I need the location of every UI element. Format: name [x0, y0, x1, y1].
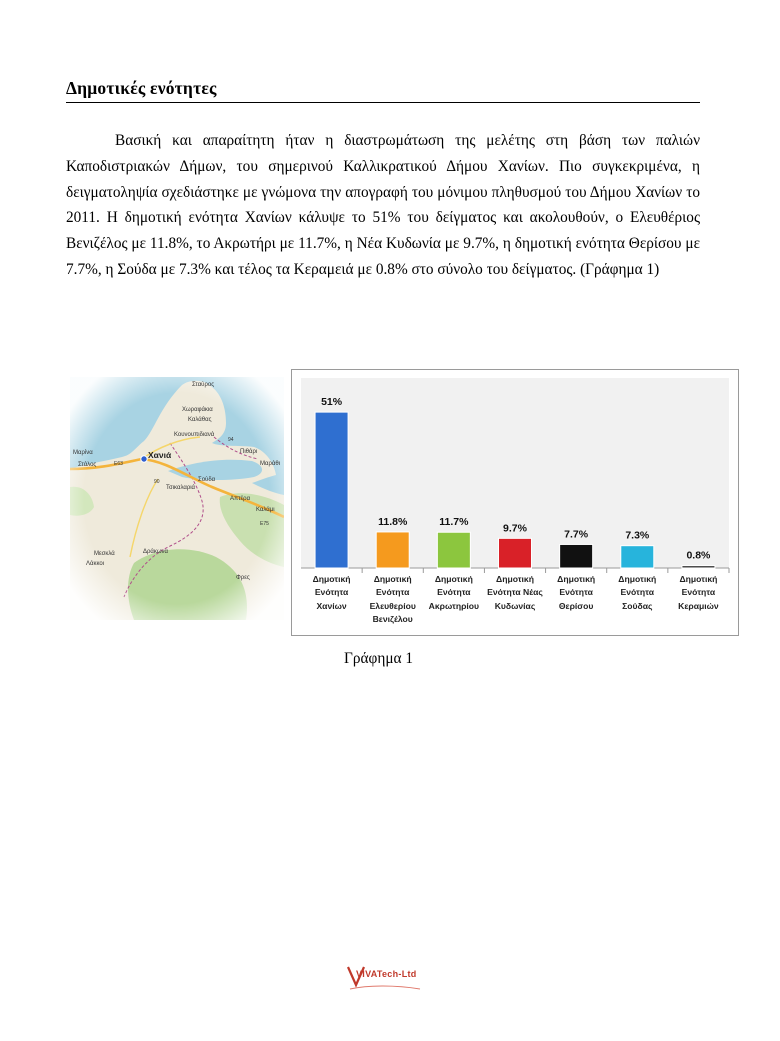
category-label-6 — [668, 573, 728, 613]
map-label-road63: E63 — [114, 461, 123, 467]
category-label-line: Χανίων — [316, 600, 347, 611]
footer-logo-text: VIVATech-Ltd — [356, 969, 417, 979]
category-label-line: Ενότητα Νέας — [487, 587, 543, 598]
map-label-stavros: Σταύρος — [192, 382, 215, 388]
bar-0 — [315, 412, 348, 568]
category-label-4 — [546, 573, 606, 613]
category-label-line: Κεραμιών — [678, 600, 719, 611]
category-label-line: Ενότητα — [559, 587, 593, 598]
bar-chart — [291, 369, 739, 636]
category-label-1 — [363, 573, 423, 626]
map-label-pithari: Πιθάρι — [240, 449, 258, 455]
map-label-kalathas: Καλάθας — [188, 417, 212, 423]
category-label-line: Δημοτική — [618, 574, 657, 584]
category-label-3 — [485, 573, 545, 613]
map-label-souda: Σούδα — [198, 477, 216, 483]
map-label-stalos: Στάλος — [78, 462, 97, 468]
bar-6 — [682, 566, 715, 568]
map-label-drakona: Δράκωνα — [143, 549, 168, 555]
category-label-0 — [302, 573, 362, 613]
category-label-line: Ακρωτηρίου — [428, 600, 480, 611]
category-label-line: Ενότητα — [620, 587, 655, 598]
category-label-line: Σούδας — [622, 600, 653, 611]
heading-divider — [66, 102, 700, 103]
data-label-4: 7.7% — [564, 528, 589, 541]
map-label-marina: Μαρίνα — [73, 450, 93, 456]
bar-5 — [621, 546, 654, 568]
map-label-lakkoi: Λάκκοι — [86, 561, 105, 567]
map-label-kalami: Καλάμι — [256, 507, 275, 513]
category-label-line: Ελευθερίου — [369, 600, 416, 611]
category-label-line: Ενότητα — [375, 587, 410, 598]
map-label-marathi: Μαράθι — [260, 461, 281, 467]
map-label-tsikalaria: Τσικαλαριά — [166, 485, 196, 491]
category-label-line: Δημοτική — [679, 574, 718, 584]
map-label-chorafakia: Χωραφάκια — [182, 407, 213, 413]
category-label-line: Ενότητα — [314, 587, 349, 598]
map-label-roadE75: E75 — [260, 521, 269, 527]
data-label-3: 9.7% — [503, 522, 527, 535]
data-label-5: 7.3% — [625, 529, 650, 542]
data-label-6: 0.8% — [686, 549, 711, 562]
map-label-meskla: Μεσκλά — [94, 551, 115, 557]
map-label-fres: Φρες — [236, 575, 250, 581]
map-of-chania-icon — [70, 377, 284, 620]
category-label-line: Θερίσου — [558, 600, 594, 611]
map-label-aptera: Απτέρα — [230, 496, 251, 502]
map-label-chania: Χανιά — [148, 450, 172, 460]
category-label-line: Ενότητα — [681, 587, 716, 598]
data-label-0: 51% — [321, 396, 343, 409]
data-label-2: 11.7% — [439, 516, 469, 529]
bar-4 — [560, 544, 593, 568]
data-label-1: 11.8% — [378, 515, 408, 528]
bar-1 — [376, 532, 409, 568]
bar-2 — [437, 532, 470, 568]
map-label-road90: 90 — [154, 479, 160, 485]
map-label-kounoupidiana: Κουνουπιδιανά — [174, 432, 215, 438]
map-figure — [70, 377, 284, 620]
category-label-line: Δημοτική — [434, 574, 473, 584]
category-label-2 — [424, 573, 484, 613]
bar-3 — [499, 538, 532, 568]
category-label-line: Βενιζέλου — [372, 613, 413, 624]
section-heading: Δημοτικές ενότητες — [66, 78, 217, 98]
category-label-line: Δημοτική — [557, 574, 596, 584]
category-label-line: Ενότητα — [437, 587, 471, 598]
category-label-line: Δημοτική — [496, 574, 534, 584]
chart-caption: Γράφημα 1 — [344, 650, 414, 667]
category-label-line: Κυδωνίας — [494, 600, 536, 611]
section-paragraph: Βασική και απαραίτητη ήταν η διαστρωμάτωση της μελέτης στη βάση των παλιών Καποδιστριακών Δήμων, του σημερινού Καλλικρατικού Δήμου Χανίων. Πιο συγκεκριμένα, η δειγματοληψία σχεδιάστηκε με γνώμονα την απογραφή του μόνιμου πληθυσμού του Δήμου Χανίων το 2011. Η δημοτική ενότητα Χανίων κάλυψε το 51% του δείγματος και ακολουθούν, ο Ελευθέριος Βενιζέλος με 11.8%, το Ακρωτήρι με 11.7%, η Νέα Κυδωνία με 9.7%, η δημοτική ενότητα Θερίσου με 7.7%, η Σούδα με 7.3% και τέλος τα Κεραμειά με 0.8% στο σύνολο του δείγματος. (Γράφημα 1) — [66, 132, 700, 278]
category-label-line: Δημοτική — [373, 574, 412, 584]
category-label-5 — [607, 573, 667, 613]
category-label-line: Δημοτική — [312, 574, 351, 584]
map-label-road94: 94 — [228, 437, 234, 443]
